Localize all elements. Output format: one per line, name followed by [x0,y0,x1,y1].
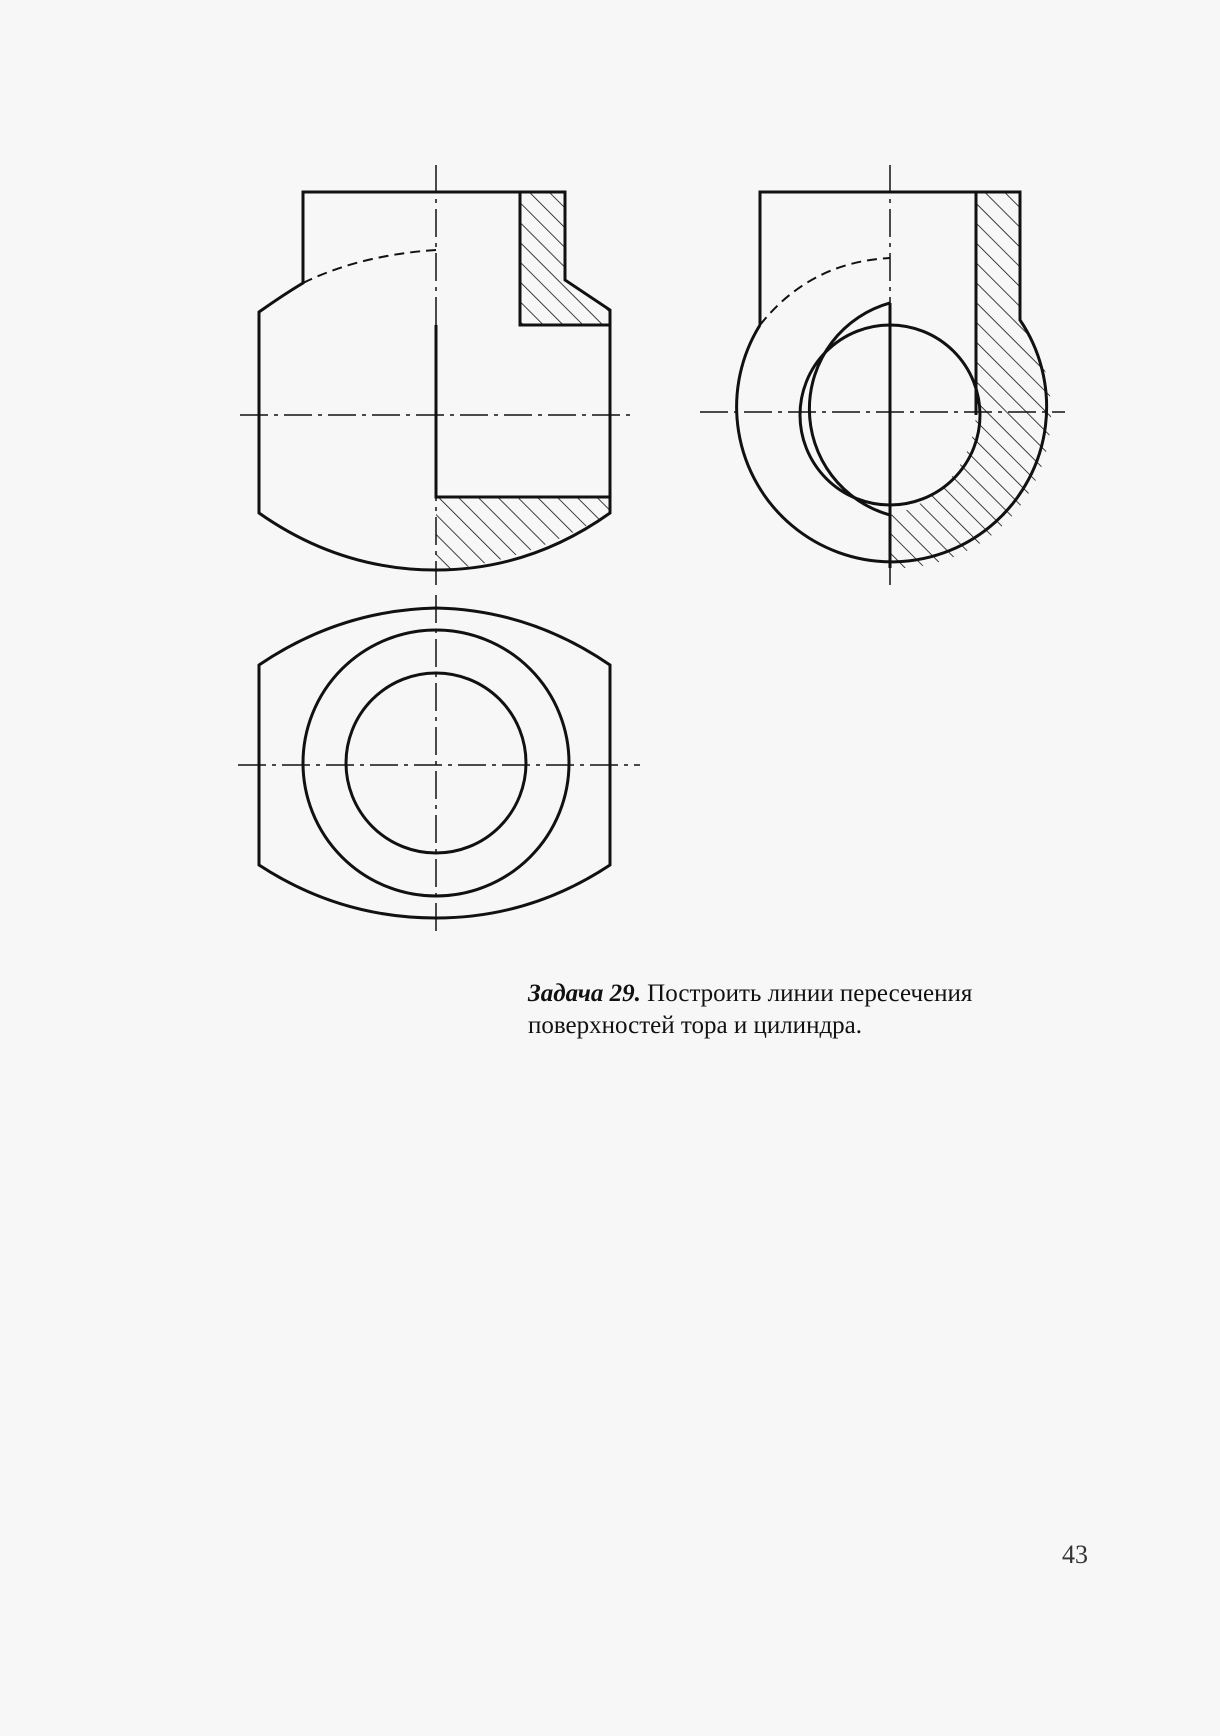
top-view [238,595,640,935]
page-number: 43 [1062,1540,1088,1569]
top-view-outline [259,608,610,918]
front-view [240,165,632,585]
side-view-hidden-arc [760,258,890,325]
side-view-hatch [890,192,1051,568]
side-view [700,165,1065,585]
task-caption [528,978,1088,1042]
task-text-line1: Построить линии пересечения [647,980,973,1007]
front-view-hatch-lower [436,497,610,570]
front-view-hidden-arc [303,250,436,283]
task-text-line2: поверхностей тора и цилиндра. [528,1012,863,1039]
task-label: Задача 29. [528,980,641,1007]
